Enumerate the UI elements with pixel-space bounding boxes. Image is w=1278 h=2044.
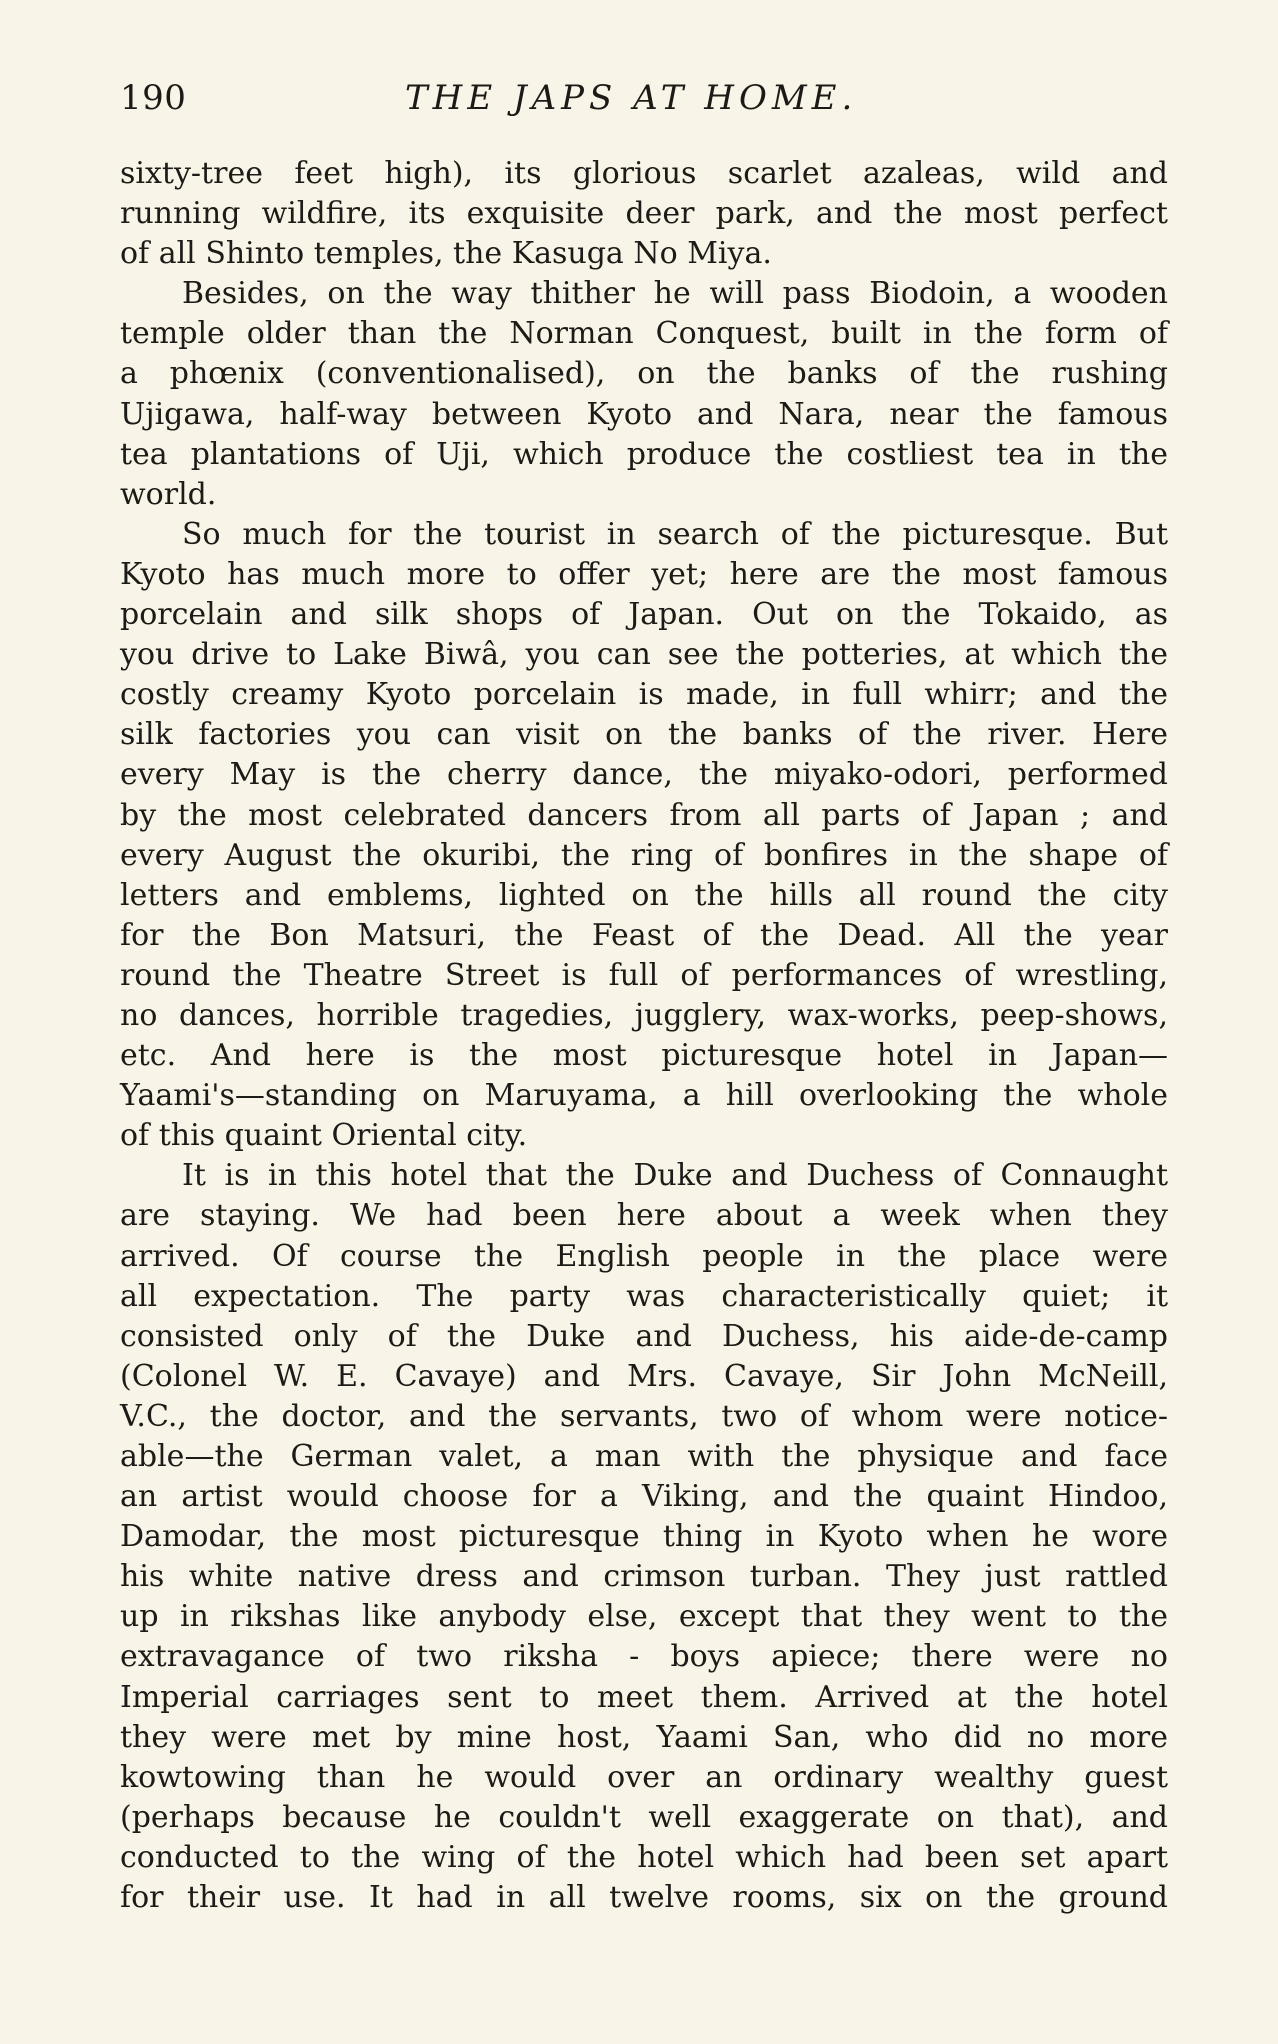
text-line: able—the German valet, a man with the physique and face [120,1439,1168,1474]
text-line: porcelain and silk shops of Japan. Out on the Tokaido, as [120,597,1168,633]
text-line: arrived. Of course the English people in the place were [120,1238,1168,1274]
text-line: sixty-tree feet high), its glorious scarlet azaleas, wild and [120,156,1168,191]
text-line: extravagance of two riksha - boys apiece; there were no [120,1639,1168,1675]
text-line: running wildfire, its exquisite deer park, and the most perfect [120,196,1168,232]
text-line: (Colonel W. E. Cavaye) and Mrs. Cavaye, Sir John McNeill, [120,1358,1168,1394]
text-line: Ujigawa, half-way between Kyoto and Nara, near the famous [120,396,1168,432]
text-line: they were met by mine host, Yaami San, who did no more [120,1719,1168,1755]
text-line: V.C., the doctor, and the servants, two of whom were notice- [120,1398,1168,1434]
text-line: for the Bon Matsuri, the Feast of the Dead. All the year [120,917,1168,953]
text-line: are staying. We had been here about a week when they [120,1198,1168,1234]
text-line: consisted only of the Duke and Duchess, his aide-de-camp [120,1318,1168,1354]
text-line: by the most celebrated dancers from all parts of Japan ; and [120,797,1168,833]
text-line: every May is the cherry dance, the miyako-odori, performed [120,757,1168,793]
text-line: costly creamy Kyoto porcelain is made, in full whirr; and the [120,677,1168,713]
text-line: Kyoto has much more to offer yet; here are the most famous [120,556,1168,592]
text-line: a phœnix (conventionalised), on the banks of the rushing [120,356,1168,392]
text-line: an artist would choose for a Viking, and the quaint Hindoo, [120,1479,1168,1515]
text-line: for their use. It had in all twelve rooms, six on the ground [120,1880,1168,1916]
text-line: etc. And here is the most picturesque hotel in Japan— [120,1038,1168,1074]
page-header [120,78,1168,130]
page-number: 190 [120,78,187,118]
text-line: silk factories you can visit on the banks of the river. Here [120,717,1168,753]
text-line: letters and emblems, lighted on the hills all round the city [120,877,1168,913]
paragraph [120,274,1168,515]
text-line: It is in this hotel that the Duke and Duchess of Connaught [182,1158,1168,1194]
text-line: round the Theatre Street is full of performances of wrestling, [120,957,1168,993]
text-line: Imperial carriages sent to meet them. Arrived at the hotel [120,1679,1168,1715]
text-line: Damodar, the most picturesque thing in Kyoto when he wore [120,1519,1168,1555]
body-text [120,154,1168,1918]
text-line: of this quaint Oriental city. [120,1118,528,1154]
paragraph [120,515,1168,1157]
text-line: of all Shinto temples, the Kasuga No Miya. [120,236,772,272]
paragraph [120,1156,1168,1918]
text-line: So much for the tourist in search of the picturesque. But [182,516,1168,552]
text-line: (perhaps because he couldn't well exaggerate on that), and [120,1799,1168,1835]
text-line: every August the okuribi, the ring of bonfires in the shape of [120,837,1168,873]
text-line: temple older than the Norman Conquest, built in the form of [120,316,1168,352]
text-line: conducted to the wing of the hotel which had been set apart [120,1839,1168,1875]
text-line: tea plantations of Uji, which produce the costliest tea in the [120,436,1168,472]
text-line: Besides, on the way thither he will pass Biodoin, a wooden [182,276,1168,312]
paragraph [120,154,1168,274]
text-line: his white native dress and crimson turban. They just rattled [120,1559,1168,1595]
text-line: no dances, horrible tragedies, jugglery, wax-works, peep-shows, [120,997,1168,1033]
text-line: you drive to Lake Biwâ, you can see the potteries, at which the [120,637,1168,673]
running-title: THE JAPS AT HOME. [405,78,858,118]
text-line: kowtowing than he would over an ordinary wealthy guest [120,1759,1168,1795]
text-line: world. [120,476,217,512]
text-line: Yaami's—standing on Maruyama, a hill overlooking the whole [120,1078,1168,1114]
text-line: up in rikshas like anybody else, except that they went to the [120,1599,1168,1635]
text-line: all expectation. The party was characteristically quiet; it [120,1278,1168,1314]
